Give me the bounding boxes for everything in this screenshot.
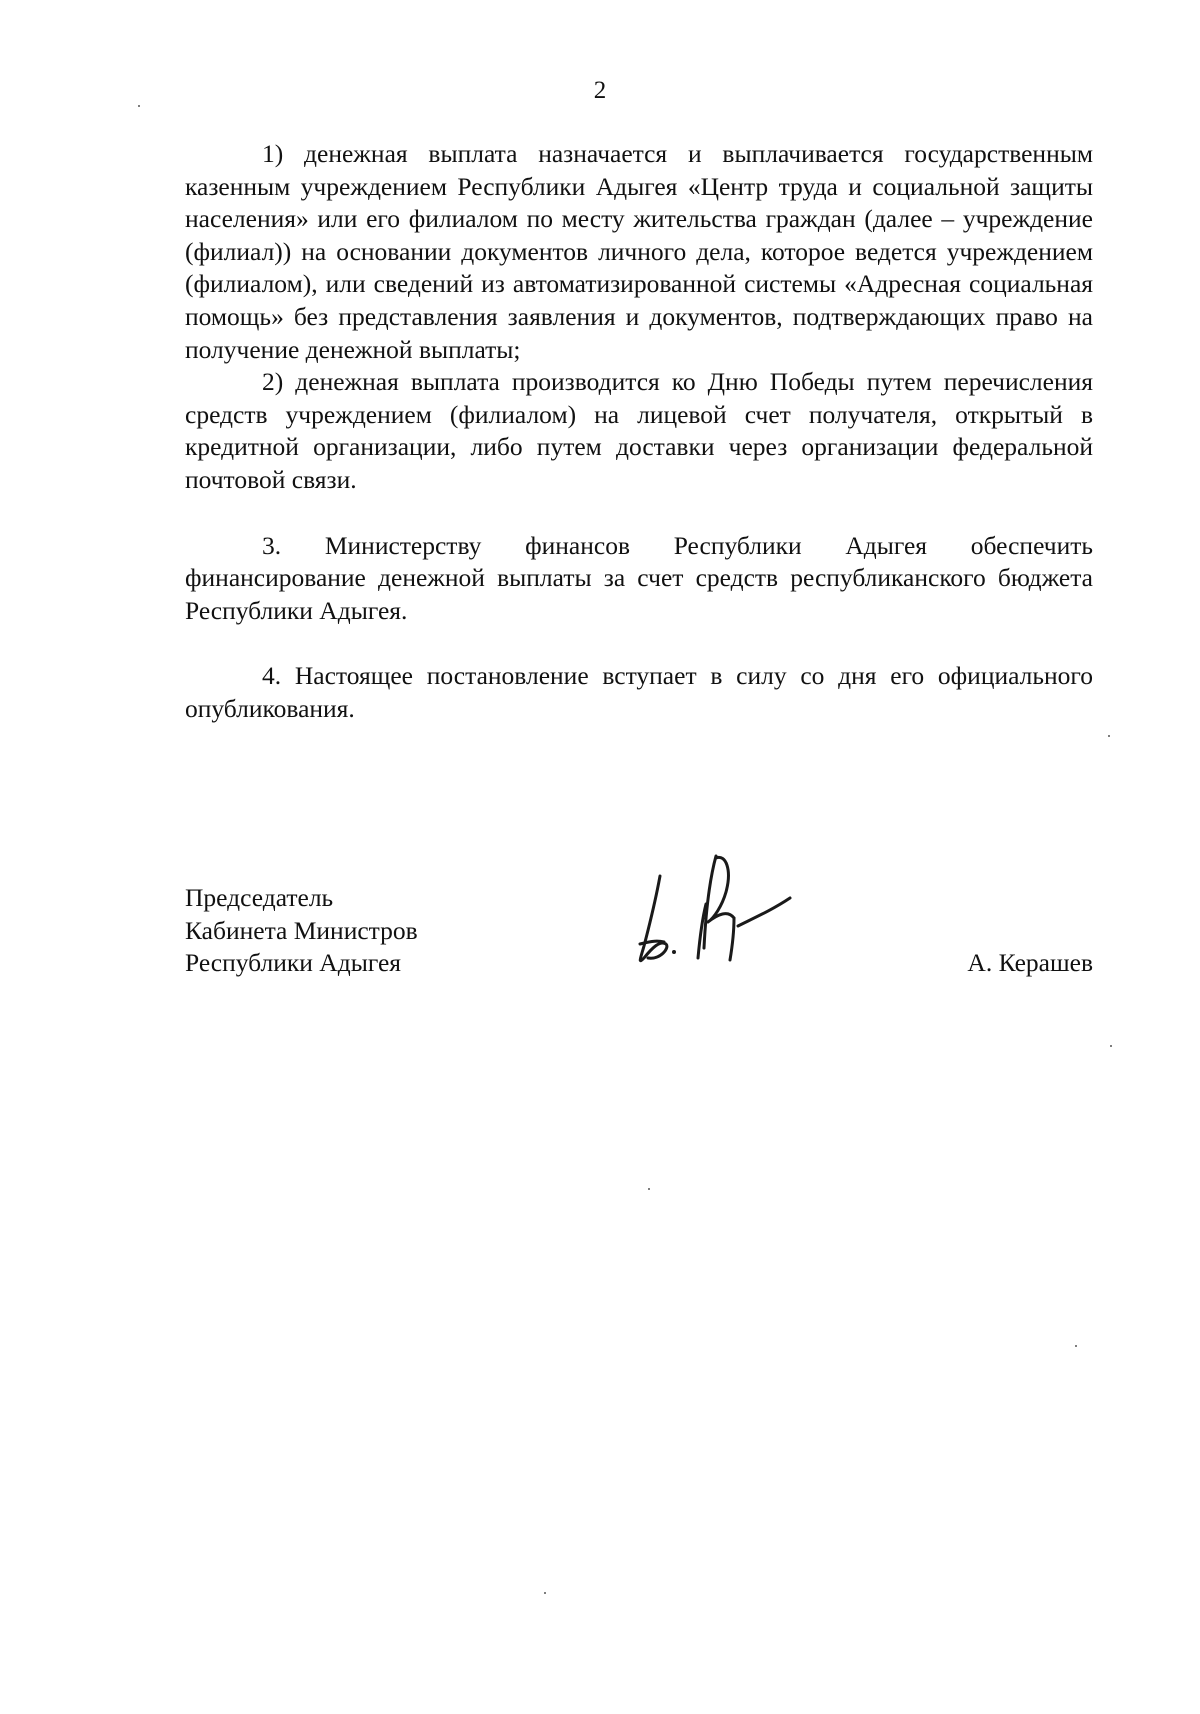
- scan-speck: [138, 105, 140, 107]
- paragraph-item-2: 2) денежная выплата производится ко Дню Победы путем перечисления средств учреждением (филиалом) на лицевой счет получателя, открытый в кредитной организации, либо путем доставки через организации федеральной почтовой связи.: [185, 367, 1093, 494]
- signer-title: [185, 882, 418, 980]
- scan-speck: [544, 1592, 546, 1594]
- paragraph-clause-3: 3. Министерству финансов Республики Адыгея обеспечить финансирование денежной выплаты за счет средств республиканского бюджета Республики Адыгея.: [185, 530, 1093, 625]
- paragraph-item-1: 1) денежная выплата назначается и выплачивается государственным казенным учреждением Республики Адыгея «Центр труда и социальной защиты населения» или его филиалом по месту жительства граждан (далее – учреждение (филиал)) на основании документов личного дела, которое ведется учреждением (филиалом), или сведений из автоматизированной системы «Адресная социальная помощь» без представления заявления и документов, подтверждающих право на получение денежной выплаты;: [185, 139, 1093, 364]
- handwritten-signature: [630, 848, 810, 978]
- scan-speck: [648, 1188, 650, 1190]
- page-number: 2: [593, 77, 607, 104]
- paragraph-clause-4: 4. Настоящее постановление вступает в силу со дня его официального опубликования.: [185, 661, 1093, 723]
- signer-title-line: Республики Адыгея: [185, 948, 401, 978]
- document-body: [185, 138, 1093, 726]
- scan-speck: [1075, 1345, 1077, 1347]
- scan-speck: [1110, 1045, 1112, 1047]
- signer-title-line: Кабинета Министров: [185, 915, 418, 945]
- scan-speck: [1108, 735, 1110, 737]
- signer-title-line: Председатель: [185, 883, 334, 912]
- signer-name: А. Керашев: [967, 948, 1093, 977]
